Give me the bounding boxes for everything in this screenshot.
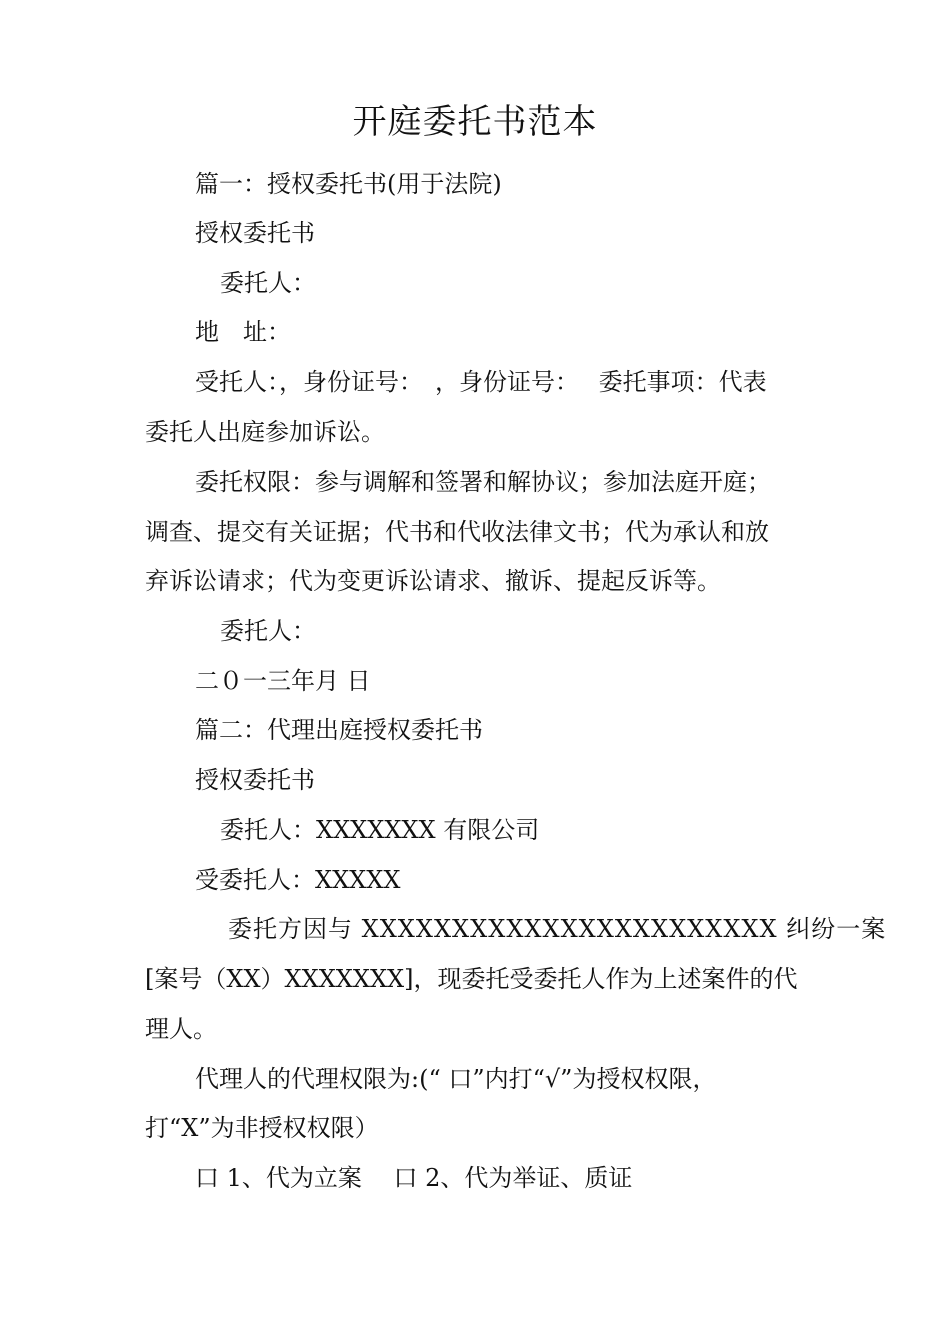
authorization-heading: 授权委托书 xyxy=(195,219,315,247)
case-line-2: [案号（XX）XXXXXXX]，现委托受委托人作为上述案件的代 xyxy=(145,965,798,993)
section-two-heading: 篇二：代理出庭授权委托书 xyxy=(195,716,483,744)
address-label: 地 址： xyxy=(195,318,291,346)
authority-scope-line-2: 打“X”为非授权权限） xyxy=(145,1114,379,1142)
authority-line-3: 弃诉讼请求；代为变更诉讼请求、撤诉、提起反诉等。 xyxy=(145,567,721,595)
agent-info-line: 受托人：，身份证号： ，身份证号： 委托事项：代表 xyxy=(195,368,767,396)
case-line-3: 理人。 xyxy=(145,1015,217,1043)
section-one-heading: 篇一：授权委托书(用于法院) xyxy=(195,170,502,198)
checkbox-items-line: 口 1、代为立案 口 2、代为举证、质证 xyxy=(195,1164,633,1192)
authority-scope-line-1: 代理人的代理权限为:(“ 口”内打“√”为授权权限， xyxy=(195,1065,717,1093)
case-line-1: 委托方因与 XXXXXXXXXXXXXXXXXXXXXXX 纠纷一案 xyxy=(228,915,887,943)
authority-line-2: 调查、提交有关证据；代书和代收法律文书；代为承认和放 xyxy=(145,518,769,546)
authorization-heading-two: 授权委托书 xyxy=(195,766,315,794)
date-line: 二０一三年月 日 xyxy=(195,667,371,695)
agent-name-line: 受委托人：XXXXX xyxy=(195,866,401,894)
principal-label: 委托人： xyxy=(220,269,316,297)
agent-info-continuation: 委托人出庭参加诉讼。 xyxy=(145,418,385,446)
authority-line-1: 委托权限：参与调解和签署和解协议；参加法庭开庭； xyxy=(195,468,771,496)
principal-signature-label: 委托人： xyxy=(220,617,316,645)
principal-company-line: 委托人：XXXXXXX 有限公司 xyxy=(220,816,540,844)
document-title: 开庭委托书范本 xyxy=(352,102,598,142)
